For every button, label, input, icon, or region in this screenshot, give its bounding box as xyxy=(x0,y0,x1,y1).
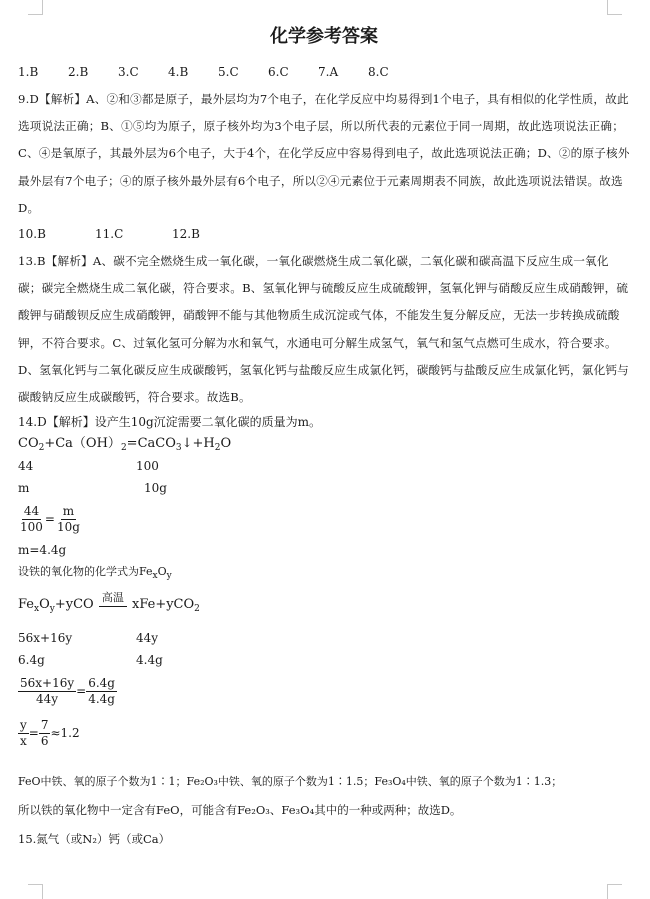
proportion-2: $\frac{56x+16y}{44y}$ = $\frac{6.4g}{4.4g}$ xyxy=(20,675,115,706)
q14-intro: 14.D【解析】设产生10g沉淀需要二氧化碳的质量为m。 xyxy=(18,415,322,430)
answer-7: 7.A xyxy=(318,65,339,79)
proportion-3: $\frac{y}{x}$ = $\frac{7}{6}$ ≈1.2 xyxy=(20,717,80,748)
answer-10: 10.B xyxy=(18,227,46,242)
mass-row-2: m 10g xyxy=(18,481,167,496)
answer-3: 3.C xyxy=(118,65,139,79)
proportion-1: $\frac{44}{100}$ = $\frac{m}{10g}$ xyxy=(20,503,80,534)
q9-explanation: 9.D【解析】A、②和③都是原子，最外层均为7个电子，在化学反应中均易得到1个电子，具有相似的化学性质，故此选项说法正确；B、①⑤均为原子，原子核外均为3个电子层，所以所代表的元素位于同一周期，故此选项说法正确；C、④是氧原子，其最外层为6个电子，大于4个，在化学反应中容易得到电子，故此选项说法正确；D、②的原子核外最外层有7个电子；④的原子核外最外层有6个电子，所以②④元素位于元素周期表不同族，故此选项说法错误。故选D。 xyxy=(18,92,630,215)
document-page xyxy=(18,0,630,853)
mass-row-4: 6.4g 4.4g xyxy=(18,653,163,668)
crop-mark-bottom-right xyxy=(607,884,622,899)
equation-co2-caoh2: $CO_2+Ca(OH)_2=CaCO_3↓+H_2O$ xyxy=(18,436,232,454)
answer-1: 1.B xyxy=(18,65,39,79)
equation-iron-oxide-reduction: $Fe_xO_y+yCO$ 高温 xFe+yCO$_2$ xyxy=(18,583,630,627)
answers-row-2 xyxy=(18,224,630,244)
q15-answer: 15.氮气（或N₂）钙（或Ca） xyxy=(18,832,171,847)
q14-conclusion: 所以铁的氧化物中一定含有FeO，可能含有Fe₂O₃、Fe₃O₄其中的一种或两种；故选D。 xyxy=(18,803,462,818)
mass-row-3: 56x+16y 44y xyxy=(18,631,159,646)
atom-ratio-line: FeO中铁、氧的原子个数为1∶1；Fe₂O₃中铁、氧的原子个数为1∶1.5；Fe₃O₄中铁、氧的原子个数为1∶1.3； xyxy=(18,775,563,789)
result-m: m=4.4g xyxy=(18,543,67,558)
answer-8: 8.C xyxy=(368,65,389,79)
answers-row-1 xyxy=(18,62,630,82)
answer-12: 12.B xyxy=(172,227,200,242)
answer-5: 5.C xyxy=(218,65,239,79)
q13-explanation: 13.B【解析】A、碳不完全燃烧生成一氧化碳，一氧化碳燃烧生成二氧化碳，二氧化碳和碳高温下反应生成一氧化碳；碳完全燃烧生成二氧化碳，符合要求。B、氢氧化钾与硫酸反应生成硫酸钾，氢氧化钾与硝酸反应生成硝酸钾，硫酸钾与硝酸钡反应生成硝酸钾，硝酸钾不能与其他物质生成沉淀或气体，不能发生复分解反应，无法一步转换成硫酸钾，不符合要求。C、过氧化氢可分解为水和氧气，水通电可分解生成氢气，氧气和氢气点燃可生成水，符合要求。D、氢氧化钙与二氧化碳反应生成碳酸钙，氢氧化钙与盐酸反应生成氯化钙，碳酸钙与盐酸反应生成氯化钙，氯化钙与碳酸钠反应生成碳酸钙，符合要求。故选B。 xyxy=(18,254,629,405)
page-title: 化学参考答案 xyxy=(270,26,378,47)
mass-row-1: 44 100 xyxy=(18,459,159,474)
answer-4: 4.B xyxy=(168,65,189,79)
answer-2: 2.B xyxy=(68,65,89,79)
oxide-formula-line: 设铁的氧化物的化学式为$Fe_xO_y$ xyxy=(18,565,172,582)
reaction-condition: 高温 xyxy=(99,592,127,617)
answer-11: 11.C xyxy=(95,227,124,242)
answer-6: 6.C xyxy=(268,65,289,79)
crop-mark-bottom-left xyxy=(28,884,43,899)
